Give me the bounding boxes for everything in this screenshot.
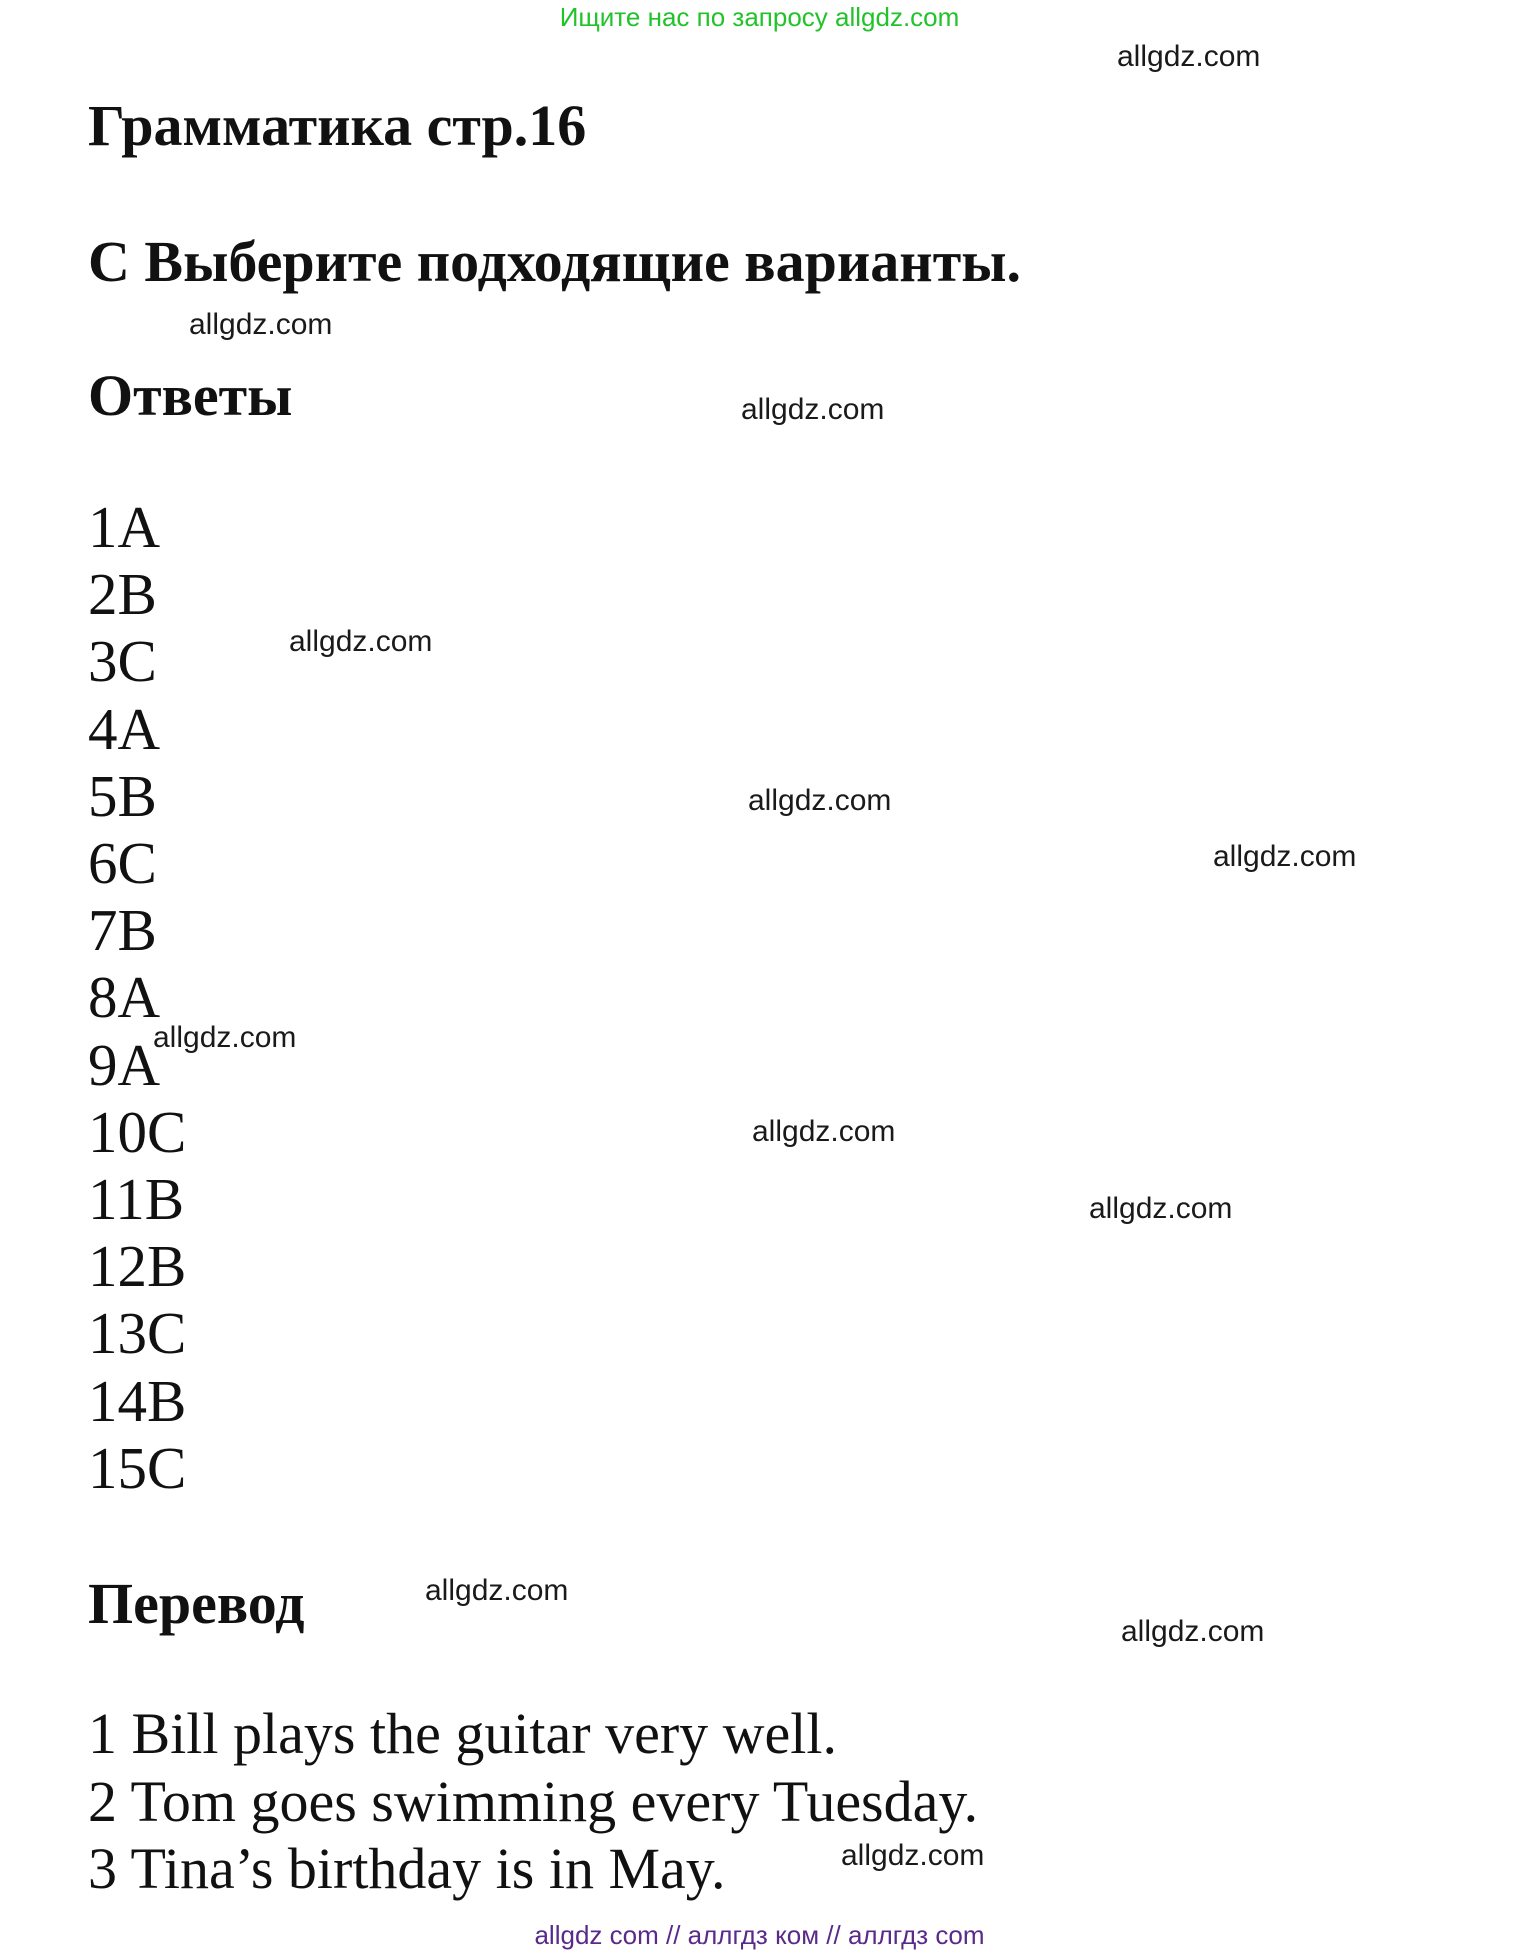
answer-item: 4A: [88, 695, 161, 762]
top-banner: Ищите нас по запросу allgdz.com: [559, 2, 960, 32]
task-instruction: C Выберите подходящие варианты.: [88, 229, 1021, 294]
watermark: allgdz.com: [153, 1021, 297, 1054]
watermark: allgdz.com: [741, 393, 885, 426]
answer-item: 7B: [88, 897, 157, 964]
translation-line: 1 Bill plays the guitar very well.: [88, 1701, 838, 1766]
answers-heading: Ответы: [88, 363, 293, 428]
watermark: allgdz.com: [748, 784, 892, 817]
answer-item: 15C: [88, 1434, 187, 1501]
watermark: allgdz.com: [1117, 40, 1261, 73]
bottom-banner: allgdz com // аллгдз ком // аллгдз com: [534, 1920, 985, 1950]
answer-item: 10C: [88, 1098, 187, 1165]
watermark: allgdz.com: [1089, 1192, 1233, 1225]
answer-item: 9A: [88, 1031, 161, 1098]
answer-item: 13C: [88, 1300, 187, 1367]
answer-item: 3C: [88, 628, 157, 695]
answer-item: 6C: [88, 830, 157, 897]
answer-item: 2B: [88, 561, 157, 628]
translation-line: 2 Tom goes swimming every Tuesday.: [88, 1768, 979, 1834]
answers-list: [88, 494, 186, 1502]
watermark: allgdz.com: [752, 1115, 896, 1148]
watermark: allgdz.com: [425, 1574, 569, 1607]
answer-item: 8A: [88, 964, 161, 1031]
watermark: allgdz.com: [189, 308, 333, 341]
answer-item: 11B: [88, 1166, 185, 1233]
watermark: allgdz.com: [1121, 1615, 1265, 1648]
page-title: Грамматика стр.16: [88, 93, 587, 158]
answer-item: 12B: [88, 1233, 187, 1300]
translation-line: 3 Tina’s birthday is in May.: [88, 1836, 726, 1901]
answer-item: 14B: [88, 1367, 187, 1434]
translation-heading: Перевод: [88, 1571, 305, 1636]
watermark: allgdz.com: [1213, 840, 1357, 873]
watermark: allgdz.com: [841, 1839, 985, 1872]
answer-item: 5B: [88, 762, 157, 829]
answer-item: 1A: [88, 494, 161, 560]
watermark: allgdz.com: [289, 625, 433, 658]
